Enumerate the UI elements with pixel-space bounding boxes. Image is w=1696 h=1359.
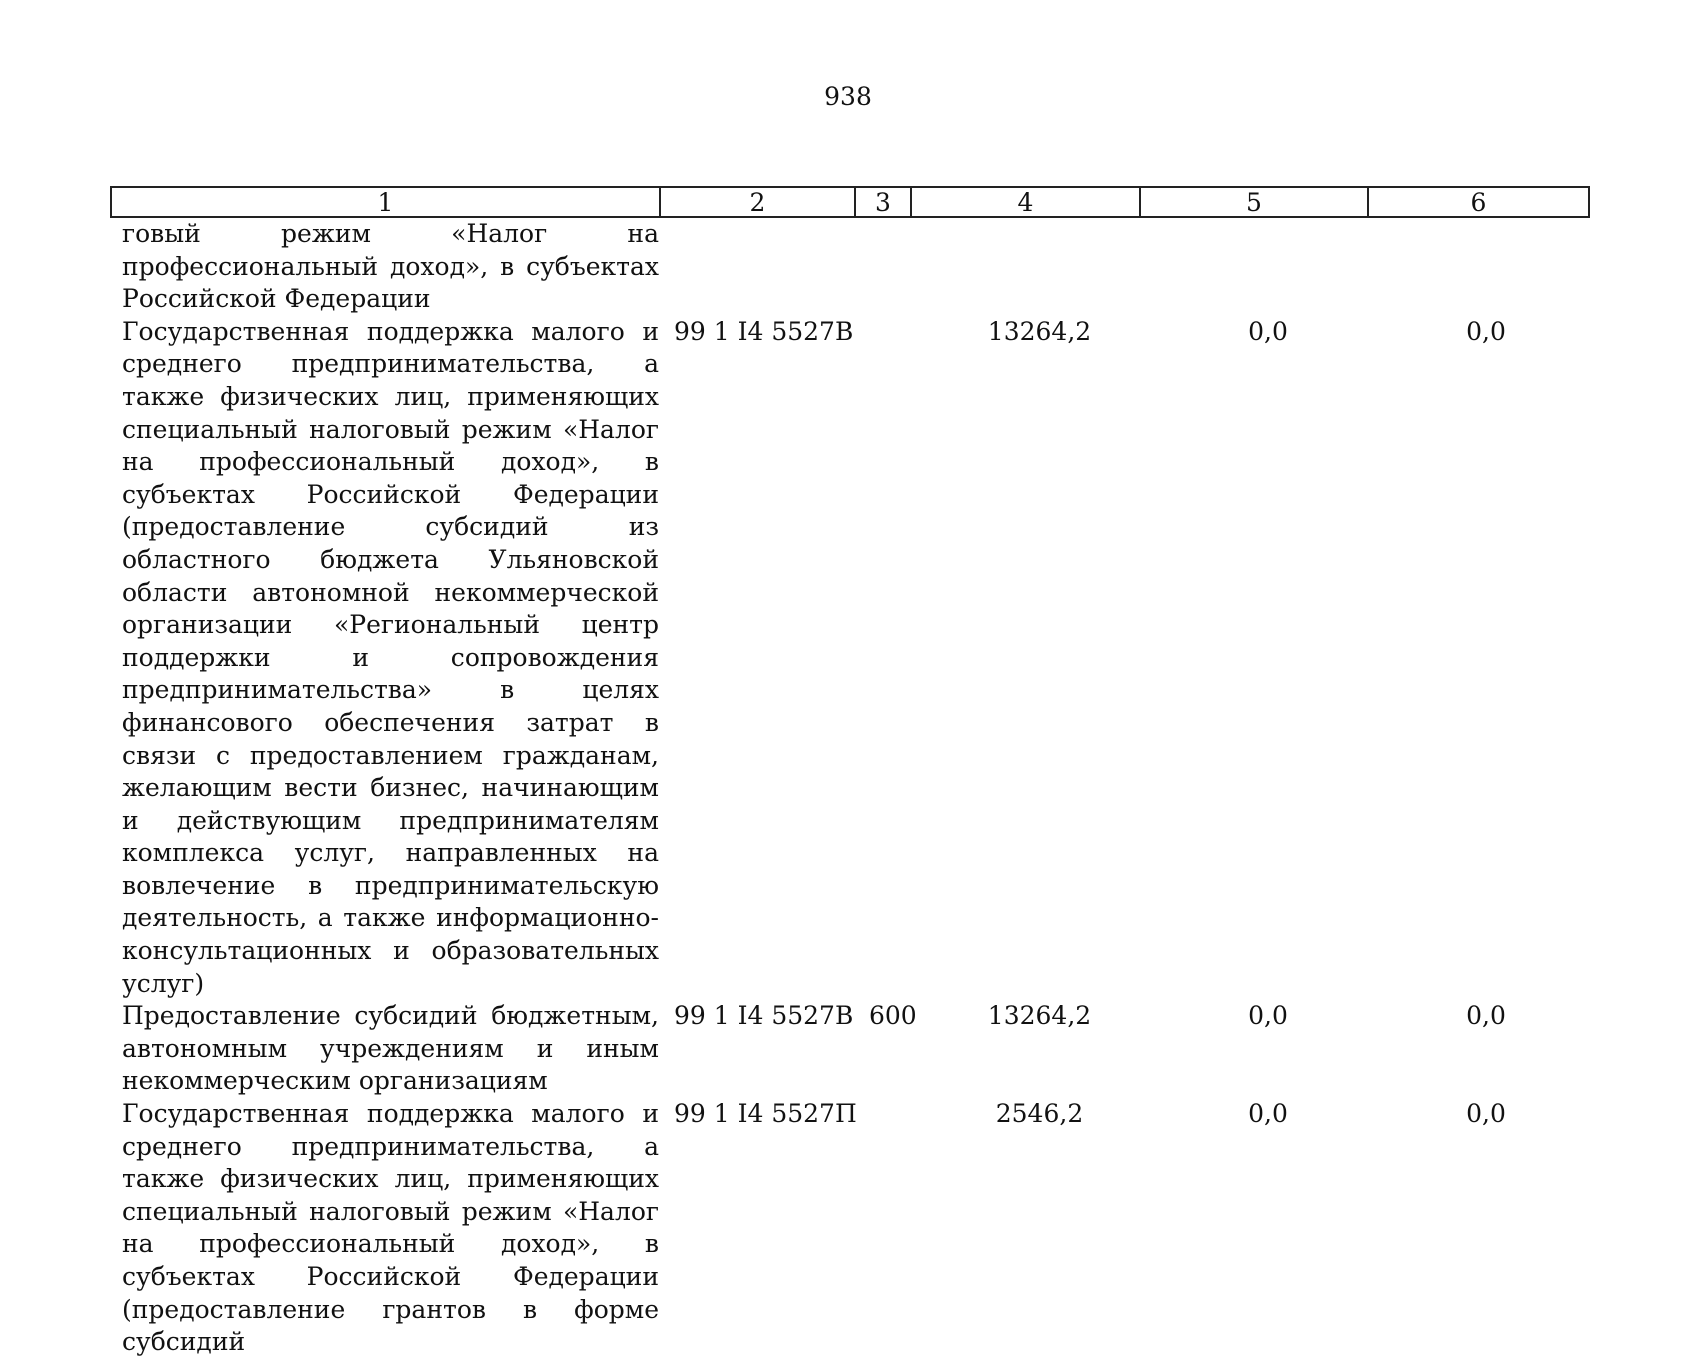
row-code: 99 1 I4 5527B [674, 316, 854, 346]
header-col-2: 2 [661, 188, 856, 216]
row-name: говый режим «Налог на профессиональный доход», в субъектах Российской Федерации [122, 219, 659, 314]
table-body [110, 218, 1590, 1359]
table-row [110, 218, 1590, 316]
row-value-4: 2546,2 [995, 1099, 1084, 1129]
row-name: Государственная поддержка малого и среднего предпринимательства, а также физических лиц, применяющих специальный налоговый режим «Налог на профессиональный доход», в субъектах Российской Федерации (предоставление грантов в форме субсидий [122, 1099, 659, 1357]
row-value-4: 13264,2 [987, 316, 1092, 346]
row-value-6 [1382, 218, 1590, 316]
header-col-4: 4 [912, 188, 1141, 216]
row-type [865, 316, 925, 1000]
row-code [659, 218, 865, 316]
row-type [865, 1098, 925, 1359]
header-col-1: 1 [112, 188, 661, 216]
header-col-3: 3 [856, 188, 912, 216]
page-number: 938 [824, 82, 872, 111]
table-row [110, 316, 1590, 1000]
row-value-4 [925, 218, 1154, 316]
row-type: 600 [869, 1001, 917, 1031]
header-col-5: 5 [1141, 188, 1369, 216]
row-value-5: 0,0 [1248, 1099, 1288, 1129]
row-code: 99 1 I4 5527B [674, 1001, 854, 1031]
table-row [110, 1098, 1590, 1359]
row-name: Государственная поддержка малого и среднего предпринимательства, а также физических лиц, применяющих специальный налоговый режим «Налог на профессиональный доход», в субъектах Российской Федерации (предоставление субсидий из областного бюджета Ульяновской области автономной некоммерческой организации «Региональный центр поддержки и сопровождения предпринимательства» в целях финансового обеспечения затрат в связи с предоставлением гражданам, желающим вести бизнес, начинающим и действующим предпринимателям комплекса услуг, направленных на вовлечение в предпринимательскую деятельность, а также информационно-консультационных и образовательных услуг) [122, 316, 659, 998]
row-value-4: 13264,2 [987, 1001, 1092, 1031]
table-row [110, 1000, 1590, 1098]
row-name: Предоставление субсидий бюджетным, автономным учреждениям и иным некоммерческим организациям [122, 1001, 659, 1096]
row-type [865, 218, 925, 316]
row-value-6: 0,0 [1466, 1099, 1506, 1129]
row-value-5: 0,0 [1248, 316, 1288, 346]
row-value-6: 0,0 [1466, 1001, 1506, 1031]
table-header [110, 186, 1590, 218]
header-col-6: 6 [1470, 188, 1487, 217]
row-code: 99 1 I4 5527П [674, 1099, 857, 1129]
row-value-5: 0,0 [1248, 1001, 1288, 1031]
row-value-6: 0,0 [1466, 316, 1506, 346]
row-value-5 [1154, 218, 1382, 316]
